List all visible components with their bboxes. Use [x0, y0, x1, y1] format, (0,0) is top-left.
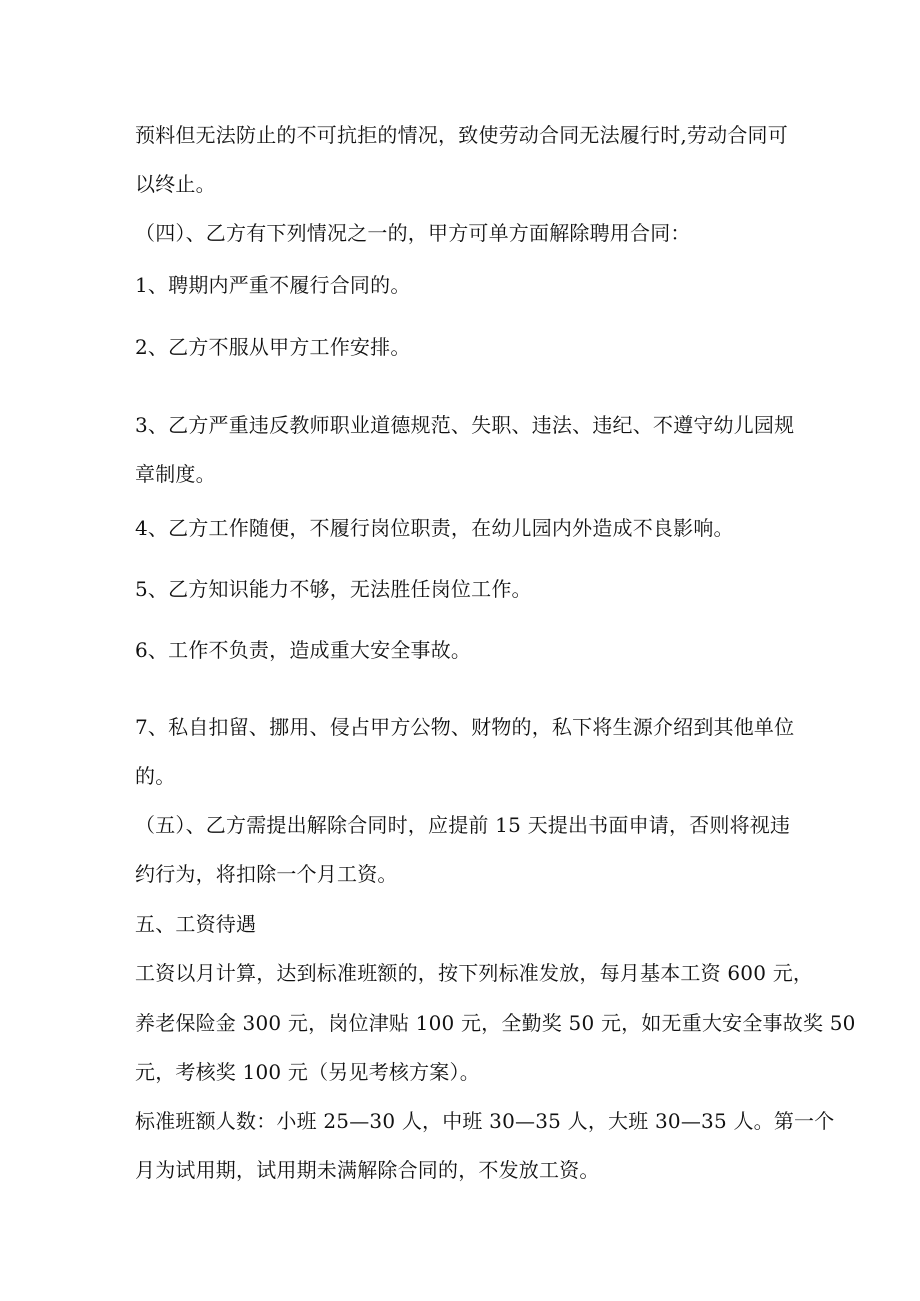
text-line: 约行为，将扣除一个月工资。: [135, 862, 398, 886]
list-item-continuation: 的。: [135, 764, 176, 788]
list-item: 3、乙方严重违反教师职业道德规范、失职、违法、违纪、不遵守幼儿园规: [135, 413, 795, 437]
list-item: 1、聘期内严重不履行合同的。: [135, 273, 411, 297]
list-item: 5、乙方知识能力不够，无法胜任岗位工作。: [135, 577, 532, 601]
list-item: 4、乙方工作随便，不履行岗位职责，在幼儿园内外造成不良影响。: [135, 516, 734, 540]
text-line: 月为试用期，试用期未满解除合同的，不发放工资。: [135, 1158, 600, 1182]
section-heading: （四）、乙方有下列情况之一的，甲方可单方面解除聘用合同：: [135, 221, 691, 245]
text-line: 元，考核奖 100 元（另见考核方案）。: [135, 1060, 480, 1084]
text-line: 标准班额人数：小班 25—30 人，中班 30—35 人，大班 30—35 人。第一个: [135, 1109, 835, 1133]
text-line: 以终止。: [135, 172, 216, 196]
list-item: 7、私自扣留、挪用、侵占甲方公物、财物的，私下将生源介绍到其他单位: [135, 715, 795, 739]
list-item: 6、工作不负责，造成重大安全事故。: [135, 638, 472, 662]
section-paragraph: （五）、乙方需提出解除合同时，应提前 15 天提出书面申请，否则将视违: [135, 813, 791, 837]
text-line: 工资以月计算，达到标准班额的，按下列标准发放，每月基本工资 600 元，: [135, 961, 814, 985]
section-title: 五、工资待遇: [135, 912, 257, 936]
list-item-continuation: 章制度。: [135, 462, 216, 486]
text-line: 预料但无法防止的不可抗拒的情况，致使劳动合同无法履行时,劳动合同可: [135, 123, 788, 147]
text-line: 养老保险金 300 元，岗位津贴 100 元，全勤奖 50 元，如无重大安全事故奖 50: [135, 1011, 856, 1035]
list-item: 2、乙方不服从甲方工作安排。: [135, 335, 411, 359]
